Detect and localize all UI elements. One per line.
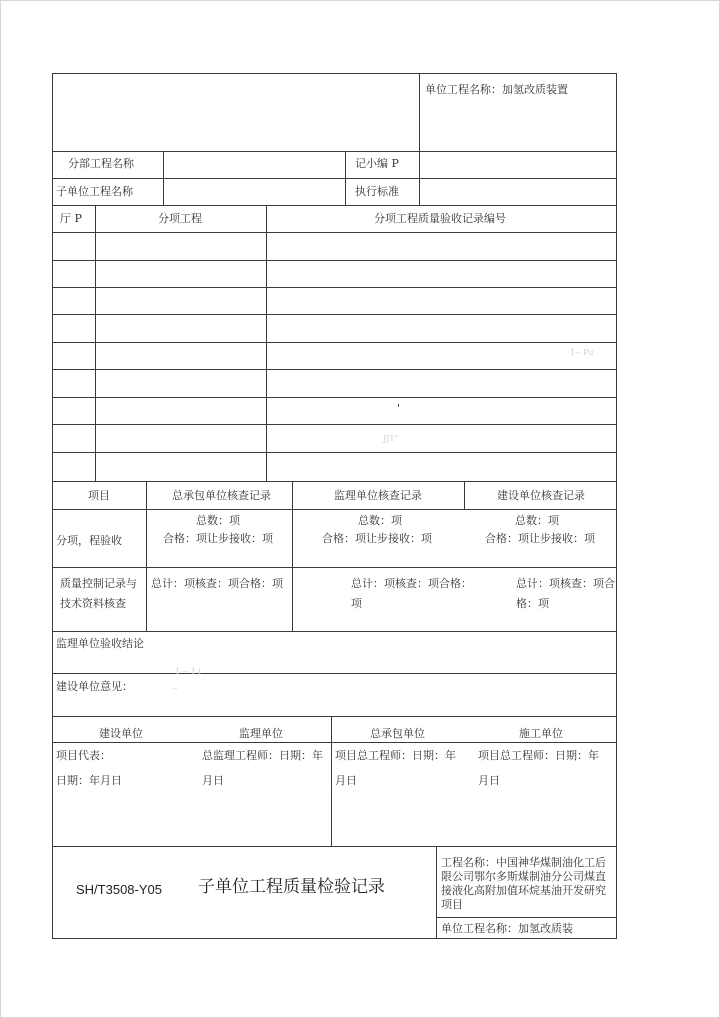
footer-unit-project-name: 单位工程名称：加氢改质装 [441,922,573,935]
owner-pass: 合格：项让步接收：项 [485,532,595,545]
contractor-ym: 月日 [335,774,357,787]
row1-label: 分项，程验收 [56,534,122,547]
owner-sum-2: 格：项 [516,597,549,610]
construction-engineer: 项目总工程师：日期：年 [478,749,599,762]
seq-header: 厅 P [60,212,82,225]
supervisor-total: 总数：项 [358,514,402,527]
standard-label: 执行标准 [355,185,399,198]
supervisor-sum-1: 总计：项核查：项合格： [351,577,472,590]
owner-date: 日期：年月日 [56,774,122,787]
contractor-sum: 总计：项核查：项合格：项 [151,577,283,590]
dot-mark: ' [397,402,401,415]
faint-mark: -- [172,684,178,693]
col-item: 项目 [88,489,110,502]
row2-label-2: 技术资料核查 [60,597,126,610]
faint-mark: JJ1" [383,434,399,443]
construction-ym: 月日 [478,774,500,787]
contractor-unit: 总承包单位 [370,727,425,740]
form-title: 子单位工程质量检验记录 [198,877,385,897]
owner-opinion: 建设单位意见： [56,680,133,693]
record-no-header: 分项工程质量验收记录编号 [374,212,506,225]
unit-project-name: 单位工程名称：加氢改质装置 [425,83,568,96]
contractor-engineer: 项目总工程师：日期：年 [335,749,456,762]
owner-unit: 建设单位 [99,727,143,740]
item-header: 分项工程 [158,212,202,225]
construction-unit: 施工单位 [519,727,563,740]
contractor-pass: 合格：项让步接收：项 [163,532,273,545]
owner-sum-1: 总计：项核查：项合 [516,577,615,590]
row2-label-1: 质量控制记录与 [60,577,137,590]
contractor-total: 总数：项 [196,514,240,527]
sub-division-label: 分部工程名称 [68,157,134,170]
supervisor-ym: 月日 [202,774,224,787]
supervisor-conclusion: 监理单位验收结论 [56,637,144,650]
owner-rep: 项目代表： [56,749,111,762]
faint-mark: 1 -- 1 i [175,667,201,676]
form-code: SH/T3508-Y05 [76,882,162,897]
chief-supervisor: 总监理工程师：日期：年 [202,749,323,762]
supervisor-pass: 合格：项让步接收：项 [322,532,432,545]
project-name: 工程名称：中国神华煤制油化工后限公司鄂尔多斯煤制油分公司煤直接液化高附加值环烷基油开发研究项目 [441,856,606,911]
col-supervisor: 监理单位核查记录 [334,489,422,502]
sub-unit-label: 子单位工程名称 [56,185,133,198]
col-owner: 建设单位核查记录 [497,489,585,502]
faint-mark: 1-- Pu [570,348,594,357]
supervisor-unit: 监理单位 [239,727,283,740]
col-contractor: 总承包单位核查记录 [172,489,271,502]
supervisor-sum-2: 项 [351,597,362,610]
owner-total: 总数：项 [515,514,559,527]
record-no-label: 记小编 P [355,157,399,170]
